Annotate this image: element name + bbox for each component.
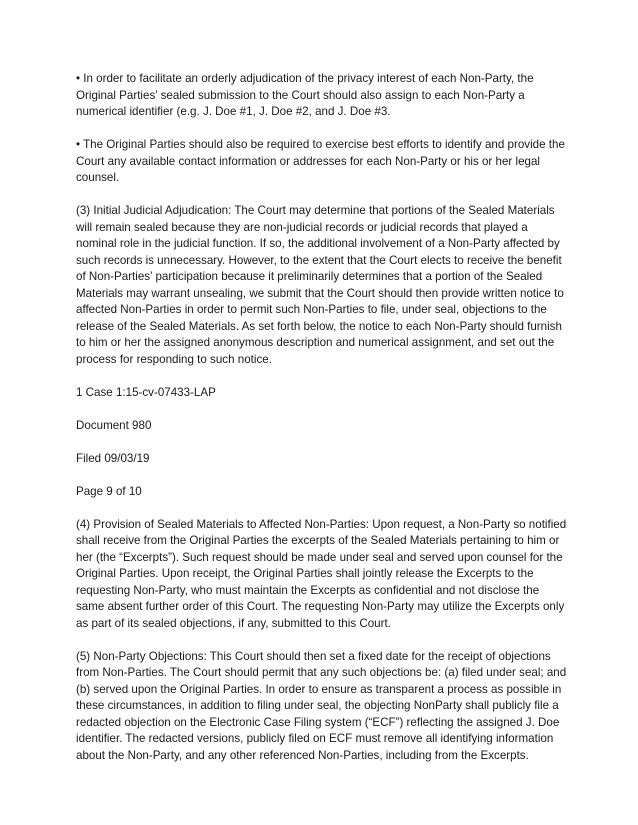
document-body (76, 71, 568, 781)
page-number-line: Page 9 of 10 (76, 484, 142, 498)
section-provision-of-sealed-materials: (4) Provision of Sealed Materials to Affected Non-Parties: Upon request, a Non-Party so notified shall receive from the Original Parties the excerpts of the Sealed Materials pertaining to him or her (the “Excerpts”). Such request should be made under seal and served upon counsel for the Original Parties. Upon receipt, the Original Parties shall jointly release the Excerpts to the requesting Non-Party, who must maintain the Excerpts as confidential and not disclose the same absent further order of this Court. The requesting Non-Party may utilize the Excerpts only as part of its sealed objections, if any, submitted to this Court. (76, 517, 567, 630)
filed-date-line: Filed 09/03/19 (76, 451, 150, 465)
section-initial-judicial-adjudication: (3) Initial Judicial Adjudication: The Court may determine that portions of the Sealed Materials will remain sealed because they are non-judicial records or judicial records that played a nominal role in the judicial function. If so, the additional involvement of a Non-Party affected by such records is unnecessary. However, to the extent that the Court elects to receive the benefit of Non-Parties’ participation because it preliminarily determines that a portion of the Sealed Materials may warrant unsealing, we submit that the Court should then provide written notice to affected Non-Parties in order to permit such Non-Parties to file, under seal, objections to the release of the Sealed Materials. As set forth below, the notice to each Non-Party should furnish to him or her the assigned anonymous description and numerical assignment, and set out the process for responding to such notice. (76, 204, 564, 366)
bullet-numerical-identifier: • In order to facilitate an orderly adjudication of the privacy interest of each Non-Party, the Original Parties’ sealed submission to the Court should also assign to each Non-Party a numerical identifier (e.g. J. Doe #1, J. Doe #2, and J. Doe #3. (76, 72, 534, 118)
case-number-line: 1 Case 1:15-cv-07433-LAP (76, 385, 216, 399)
bullet-contact-information: • The Original Parties should also be required to exercise best efforts to identify and provide the Court any available contact information or addresses for each Non-Party or his or her legal counsel. (76, 138, 565, 184)
section-non-party-objections: (5) Non-Party Objections: This Court should then set a fixed date for the receipt of objections from Non-Parties. The Court should permit that any such objections be: (a) filed under seal; and (b) served upon the Original Parties. In order to ensure as transparent a process as possible in these circumstances, in addition to filing under seal, the objecting NonParty shall publicly file a redacted objection on the Electronic Case Filing system (“ECF”) reflecting the assigned J. Doe identifier. The redacted versions, publicly filed on ECF must remove all identifying information about the Non-Party, and any other referenced Non-Parties, including from the Excerpts. (76, 649, 567, 762)
document-number-line: Document 980 (76, 418, 152, 432)
